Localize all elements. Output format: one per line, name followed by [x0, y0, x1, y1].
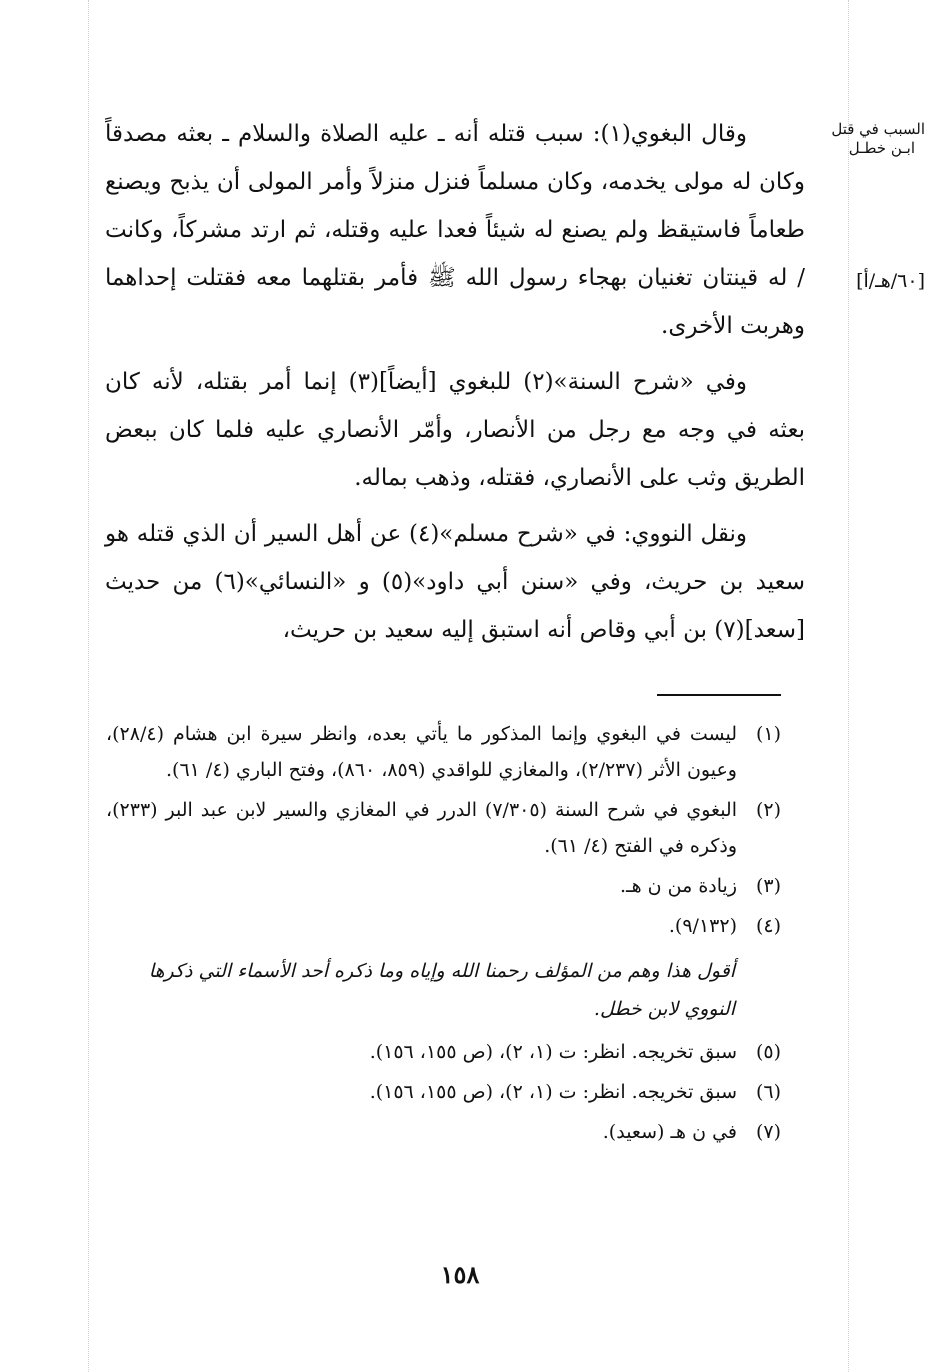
footnote [106, 716, 781, 788]
footnote-number: (٥) [755, 1041, 781, 1063]
handwritten-comment: أقول هذا وهم من المؤلف رحمنا الله وإياه وما ذكره أحد الأسماء التي ذكرها النووي لابن خطل. [148, 960, 735, 1020]
footnote-number: (٣) [755, 875, 781, 897]
footnote-text: (٩/١٣٢). [668, 915, 737, 937]
footnote [106, 1114, 781, 1150]
footnote-number: (٧) [755, 1121, 781, 1143]
footnotes [106, 716, 781, 1154]
margin-note-topic [821, 120, 925, 158]
footnote-text: سبق تخريجه. انظر: ت (١، ٢)، (ص ١٥٥، ١٥٦). [369, 1081, 737, 1103]
margin-note-line: السبب في قتل [831, 120, 925, 138]
footnote-number: (١) [755, 723, 781, 745]
main-text [105, 110, 805, 662]
paragraph: وقال البغوي(١): سبب قتله أنه ـ عليه الصلاة والسلام ـ بعثه مصدقاً وكان له مولى يخدمه، وكان مسلماً فنزل منزلاً وأمر المولى أن يذبح ويصنع طعاماً فاستيقظ ولم يصنع له شيئاً فعدا عليه وقتله، ثم ارتد مشركاً، وكانت / له قينتان تغنيان بهجاء رسول الله ﷺ فأمر بقتلهما معه فقتلت إحداهما وهربت الأخرى. [105, 121, 805, 339]
footnote-separator [657, 694, 781, 696]
paragraph: وفي «شرح السنة»(٢) للبغوي [أيضاً](٣) إنما أمر بقتله، لأنه كان بعثه في وجه مع رجل من الأنصار، وأمّر الأنصاري عليه فلما كان ببعض الطريق وثب على الأنصاري، فقتله، وذهب بماله. [105, 369, 805, 491]
footnote-number: (٦) [755, 1081, 781, 1103]
margin-note-line: ابـن خطـل [848, 138, 915, 157]
footnote-text: ليست في البغوي وإنما المذكور ما يأتي بعده، وانظر سيرة ابن هشام (٢٨/٤)، وعيون الأثر (٢/٢٣٧)، والمغازي للواقدي (٨٥٩، ٨٦٠)، وفتح الباري (٤/ ٦١). [106, 723, 737, 781]
margin-note-folio [821, 270, 925, 294]
footnote [106, 868, 781, 904]
footnote-text: في ن هـ (سعيد). [602, 1121, 737, 1143]
footnote [106, 1034, 781, 1070]
folio-marker: [٦٠/هـ/أ] [856, 270, 925, 292]
footnote-number: (٢) [755, 799, 781, 821]
footnote [106, 792, 781, 864]
paragraph: ونقل النووي: في «شرح مسلم»(٤) عن أهل السير أن الذي قتله هو سعيد بن حريث، وفي «سنن أبي داود»(٥) و «النسائي»(٦) من حديث [سعد](٧) بن أبي وقاص أنه استبق إليه سعيد بن حريث، [105, 521, 805, 643]
page-number: ١٥٨ [440, 1260, 480, 1289]
footnote-text: سبق تخريجه. انظر: ت (١، ٢)، (ص ١٥٥، ١٥٦). [369, 1041, 737, 1063]
footnote-text: البغوي في شرح السنة (٧/٣٠٥) الدرر في المغازي والسير لابن عبد البر (٢٣٣)، وذكره في الفتح (٤/ ٦١). [106, 799, 737, 857]
footnote-text: زيادة من ن هـ. [619, 875, 737, 897]
footnote [106, 1074, 781, 1110]
footnote [106, 908, 781, 944]
footnote-number: (٤) [755, 915, 781, 937]
